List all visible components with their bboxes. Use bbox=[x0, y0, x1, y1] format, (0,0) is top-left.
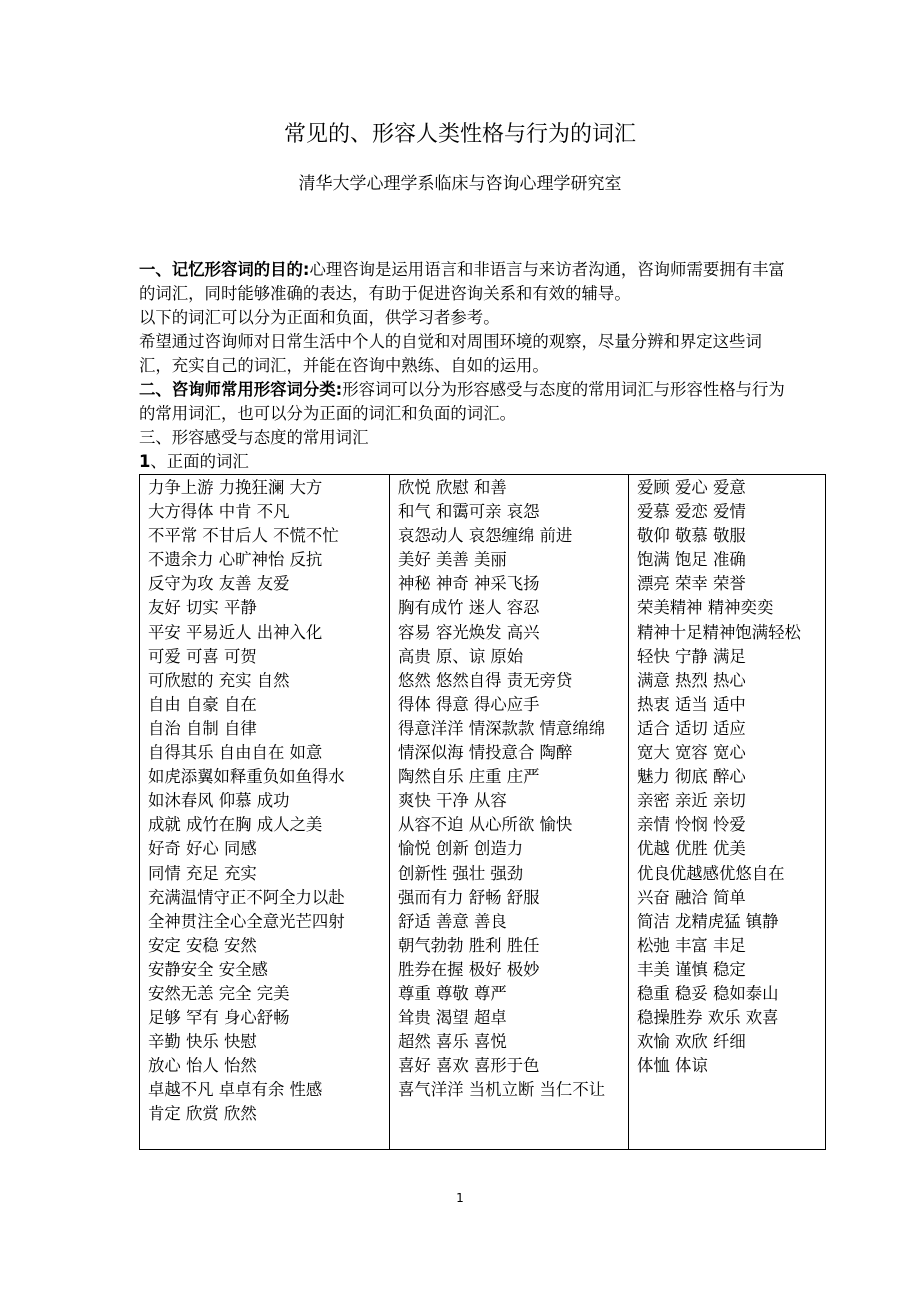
word-line: 足够 罕有 身心舒畅 bbox=[148, 1008, 290, 1028]
word-line: 敬仰 敬慕 敬服 bbox=[637, 526, 746, 546]
word-line: 稳重 稳妥 稳如泰山 bbox=[637, 983, 779, 1003]
word-line: 好奇 好心 同感 bbox=[148, 839, 257, 859]
word-line: 满意 热烈 热心 bbox=[637, 670, 746, 690]
document-title: 常见的、形容人类性格与行为的词汇 bbox=[283, 122, 636, 147]
section-2-paragraph bbox=[139, 378, 789, 426]
word-line: 同情 充足 充实 bbox=[148, 863, 257, 883]
word-line: 喜气洋洋 当机立断 当仁不让 bbox=[398, 1080, 606, 1100]
word-line: 放心 怡人 怡然 bbox=[148, 1056, 257, 1076]
word-line: 容易 容光焕发 高兴 bbox=[398, 622, 540, 642]
words-column-2 bbox=[390, 475, 629, 1150]
word-line: 喜好 喜欢 喜形于色 bbox=[398, 1056, 540, 1076]
word-line: 平安 平易近人 出神入化 bbox=[148, 622, 323, 642]
word-line: 爽快 干净 从容 bbox=[398, 791, 507, 811]
table-row bbox=[140, 475, 826, 1150]
word-line: 耸贵 渴望 超卓 bbox=[398, 1008, 507, 1028]
word-line: 兴奋 融洽 简单 bbox=[637, 887, 746, 907]
word-line: 哀怨动人 哀怨缠绵 前进 bbox=[398, 526, 573, 546]
word-line: 自由 自豪 自在 bbox=[148, 694, 257, 714]
word-line: 魅力 彻底 醉心 bbox=[637, 767, 746, 787]
word-line: 丰美 谨慎 稳定 bbox=[637, 959, 746, 979]
word-line: 优良优越感优悠自在 bbox=[637, 863, 785, 883]
document-subtitle: 清华大学心理学系临床与咨询心理学研究室 bbox=[298, 174, 622, 194]
subsection-1-label: 、正面的词汇 bbox=[150, 452, 249, 471]
word-line: 不平常 不甘后人 不慌不忙 bbox=[148, 526, 339, 546]
word-line: 得意洋洋 情深款款 情意绵绵 bbox=[398, 718, 606, 738]
word-line: 朝气勃勃 胜利 胜任 bbox=[398, 935, 540, 955]
column-2-list bbox=[398, 476, 628, 1102]
word-line: 高贵 原、谅 原始 bbox=[398, 646, 524, 666]
word-line: 安然无恙 完全 完美 bbox=[148, 983, 290, 1003]
word-line: 热衷 适当 适中 bbox=[637, 694, 746, 714]
word-line: 从容不迫 从心所欲 愉快 bbox=[398, 815, 573, 835]
section-1-text: 心理咨询是运用语言和非语言与来访者沟通，咨询师需要拥有丰富的词汇，同时能够准确的表达，有助于促进咨询关系和有效的辅导。 bbox=[139, 260, 785, 303]
word-line: 精神十足精神饱满轻松 bbox=[637, 622, 801, 642]
word-line: 安静安全 安全感 bbox=[148, 959, 268, 979]
word-line: 超然 喜乐 喜悦 bbox=[398, 1032, 507, 1052]
word-line: 强而有力 舒畅 舒服 bbox=[398, 887, 540, 907]
word-line: 稳操胜券 欢乐 欢喜 bbox=[637, 1008, 779, 1028]
word-line: 饱满 饱足 准确 bbox=[637, 550, 746, 570]
word-line: 卓越不凡 卓卓有余 性感 bbox=[148, 1080, 323, 1100]
word-line: 不遗余力 心旷神怡 反抗 bbox=[148, 550, 323, 570]
word-line: 安定 安稳 安然 bbox=[148, 935, 257, 955]
word-line: 如虎添翼如释重负如鱼得水 bbox=[148, 767, 345, 787]
word-line: 创新性 强壮 强劲 bbox=[398, 863, 524, 883]
column-1-list bbox=[148, 476, 389, 1127]
section-1-hope: 希望通过咨询师对日常生活中个人的自觉和对周围环境的观察，尽量分辨和界定这些词汇，充实自己的词汇，并能在咨询中熟练、自如的运用。 bbox=[139, 332, 762, 375]
word-line: 优越 优胜 优美 bbox=[637, 839, 746, 859]
word-line: 亲密 亲近 亲切 bbox=[637, 791, 746, 811]
words-column-1 bbox=[140, 475, 390, 1150]
section-1-note: 以下的词汇可以分为正面和负面，供学习者参考。 bbox=[139, 308, 500, 327]
word-line: 胜券在握 极好 极妙 bbox=[398, 959, 540, 979]
word-line: 美好 美善 美丽 bbox=[398, 550, 507, 570]
word-line: 漂亮 荣幸 荣誉 bbox=[637, 574, 746, 594]
word-line: 全神贯注全心全意光芒四射 bbox=[148, 911, 345, 931]
word-line: 宽大 宽容 宽心 bbox=[637, 743, 746, 763]
word-line: 自治 自制 自律 bbox=[148, 718, 257, 738]
word-line: 辛勤 快乐 快慰 bbox=[148, 1032, 257, 1052]
word-line: 尊重 尊敬 尊严 bbox=[398, 983, 507, 1003]
word-line: 大方得体 中肯 不凡 bbox=[148, 502, 290, 522]
section-1-heading: 一、记忆形容词的目的: bbox=[139, 260, 310, 279]
word-line: 成就 成竹在胸 成人之美 bbox=[148, 815, 323, 835]
word-line: 得体 得意 得心应手 bbox=[398, 694, 540, 714]
word-line: 松弛 丰富 丰足 bbox=[637, 935, 746, 955]
word-line: 充满温情守正不阿全力以赴 bbox=[148, 887, 345, 907]
word-line: 爱顾 爱心 爱意 bbox=[637, 478, 746, 497]
column-3-list bbox=[637, 476, 825, 1078]
word-line: 轻快 宁静 满足 bbox=[637, 646, 746, 666]
subsection-1-number: 1 bbox=[139, 452, 151, 471]
word-line: 如沐春风 仰慕 成功 bbox=[148, 791, 290, 811]
subsection-1-heading bbox=[139, 450, 789, 474]
word-line: 愉悦 创新 创造力 bbox=[398, 839, 524, 859]
word-line: 胸有成竹 迷人 容忍 bbox=[398, 598, 540, 618]
word-line: 荣美精神 精神奕奕 bbox=[637, 598, 774, 618]
document-body bbox=[139, 258, 789, 474]
words-column-3 bbox=[629, 475, 826, 1150]
word-line: 欣悦 欣慰 和善 bbox=[398, 478, 507, 497]
page-number: 1 bbox=[456, 1191, 464, 1205]
word-line: 肯定 欣赏 欣然 bbox=[148, 1104, 257, 1124]
section-3-heading: 三、形容感受与态度的常用词汇 bbox=[139, 428, 369, 447]
word-line: 友好 切实 平静 bbox=[148, 598, 257, 618]
word-line: 简洁 龙精虎猛 镇静 bbox=[637, 911, 779, 931]
word-line: 情深似海 情投意合 陶醉 bbox=[398, 743, 573, 763]
section-1-paragraph bbox=[139, 258, 789, 306]
word-line: 舒适 善意 善良 bbox=[398, 911, 507, 931]
section-2-heading: 二、咨询师常用形容词分类: bbox=[139, 380, 343, 399]
word-line: 体恤 体谅 bbox=[637, 1056, 708, 1076]
word-line: 和气 和霭可亲 哀怨 bbox=[398, 502, 540, 522]
word-line: 适合 适切 适应 bbox=[637, 718, 746, 738]
word-line: 可欣慰的 充实 自然 bbox=[148, 670, 290, 690]
word-line: 亲情 怜悯 怜爱 bbox=[637, 815, 746, 835]
word-line: 可爱 可喜 可贺 bbox=[148, 646, 257, 666]
word-line: 自得其乐 自由自在 如意 bbox=[148, 743, 323, 763]
word-line: 反守为攻 友善 友爱 bbox=[148, 574, 290, 594]
section-2-text: 形容词可以分为形容感受与态度的常用词汇与形容性格与行为的常用词汇，也可以分为正面的词汇和负面的词汇。 bbox=[139, 380, 785, 423]
word-line: 陶然自乐 庄重 庄严 bbox=[398, 767, 540, 787]
word-line: 悠然 悠然自得 责无旁贷 bbox=[398, 670, 573, 690]
word-line: 爱慕 爱恋 爱情 bbox=[637, 502, 746, 522]
word-line: 欢愉 欢欣 纤细 bbox=[637, 1032, 746, 1052]
positive-words-table bbox=[139, 474, 826, 1150]
word-line: 力争上游 力挽狂澜 大方 bbox=[148, 478, 323, 497]
word-line: 神秘 神奇 神采飞扬 bbox=[398, 574, 540, 594]
